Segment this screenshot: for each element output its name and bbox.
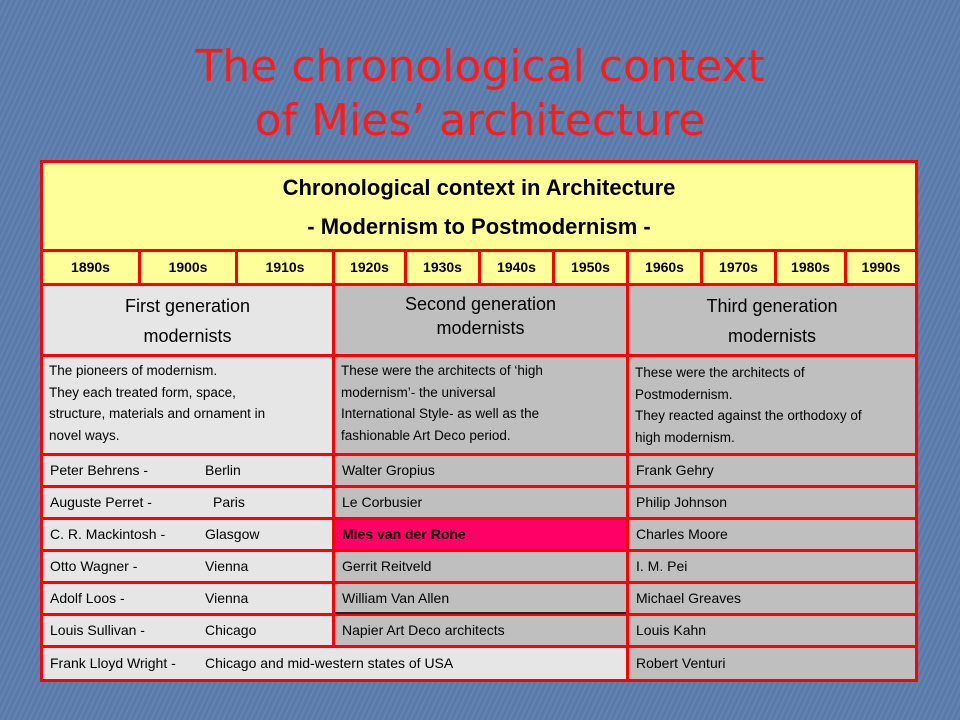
architect-city: Vienna: [205, 558, 249, 574]
architect-name: Otto Wagner -: [50, 558, 138, 574]
decade-cell: 1940s: [481, 252, 552, 283]
table-row-third-gen: Louis Kahn: [629, 616, 915, 645]
generation-label-line: modernists: [727, 326, 817, 346]
decade-cell: 1900s: [141, 252, 235, 283]
architect-city: Berlin: [205, 462, 241, 478]
table-heading: [43, 163, 915, 249]
architect-name: C. R. Mackintosh -: [50, 526, 166, 542]
architect-city: Vienna: [205, 590, 249, 606]
description-line: structure, materials and ornament in: [49, 406, 266, 421]
table-row-first-gen: [43, 456, 332, 485]
generation-label-line: First generation: [124, 296, 251, 316]
description-line: The pioneers of modernism.: [49, 363, 218, 378]
generation-label-line: modernists: [436, 318, 525, 338]
architect-name: Peter Behrens -: [50, 462, 149, 478]
table-row-second-gen: Napier Art Deco architects: [335, 616, 626, 645]
slide-title-line-1: The chronological context: [195, 41, 765, 92]
description-line: high modernism.: [635, 429, 735, 445]
architecture-table: [40, 160, 918, 682]
architect-name: Adolf Loos -: [50, 590, 125, 606]
table-row-third-gen: Frank Gehry: [629, 456, 915, 485]
generation-label-line: modernists: [143, 326, 232, 346]
decade-cell: 1950s: [555, 252, 626, 283]
second-generation-header: [335, 286, 626, 354]
table-row-second-gen: Walter Gropius: [335, 456, 626, 485]
table-row-third-gen: Charles Moore: [629, 520, 915, 549]
table-row-second-gen: Le Corbusier: [335, 488, 626, 517]
description-line: Postmodernism.: [635, 386, 733, 402]
architect-name: Louis Sullivan -: [50, 622, 145, 638]
architect-name: Frank Lloyd Wright -: [50, 655, 176, 671]
table-heading-line-2: - Modernism to Postmodernism -: [307, 214, 651, 239]
table-row-first-gen: [43, 552, 332, 581]
table-row-third-gen: Michael Greaves: [629, 584, 915, 613]
decade-cell: 1930s: [407, 252, 478, 283]
table-row-second-gen-highlighted: Mies van der Rohe: [335, 520, 626, 549]
second-generation-description: [335, 357, 626, 453]
table-row-third-gen: Philip Johnson: [629, 488, 915, 517]
description-line: They reacted against the orthodoxy of: [635, 408, 862, 423]
table-row-first-gen: [43, 616, 332, 645]
decade-cell: 1980s: [777, 252, 844, 283]
slide-title: [0, 40, 960, 148]
decade-cell: 1960s: [629, 252, 700, 283]
architect-city: Chicago and mid-western states of USA: [205, 655, 454, 671]
description-line: International Style- as well as the: [341, 406, 540, 421]
decade-cell: 1920s: [335, 252, 404, 283]
description-line: modernism’- the universal: [341, 384, 496, 400]
table-row-first-gen: [43, 488, 332, 517]
decade-cell: 1890s: [43, 252, 138, 283]
description-line: These were the architects of ‘high: [341, 363, 543, 378]
table-row-first-gen-wide: [43, 648, 626, 679]
architect-name: Auguste Perret -: [50, 494, 152, 510]
slide-title-line-2: of Mies’ architecture: [254, 95, 706, 146]
description-line: novel ways.: [49, 427, 120, 443]
decade-cell: 1990s: [847, 252, 915, 283]
description-line: fashionable Art Deco period.: [341, 427, 511, 443]
generation-label-line: Second generation: [404, 294, 557, 314]
generation-label-line: Third generation: [706, 296, 838, 316]
description-line: They each treated form, space,: [49, 384, 236, 400]
first-generation-description: [43, 357, 332, 453]
table-heading-line-1: Chronological context in Architecture: [282, 175, 676, 200]
decade-cell: 1910s: [238, 252, 332, 283]
table-row-second-gen: William Van Allen: [335, 584, 626, 614]
architect-city: Paris: [213, 494, 245, 510]
first-generation-header: [43, 286, 332, 354]
third-generation-description: [629, 357, 915, 453]
table-row-second-gen: Gerrit Reitveld: [335, 552, 626, 581]
architect-city: Chicago: [205, 622, 257, 638]
architect-city: Glasgow: [205, 526, 260, 542]
table-row-third-gen: I. M. Pei: [629, 552, 915, 581]
third-generation-header: [629, 286, 915, 354]
table-row-first-gen: [43, 584, 332, 613]
table-row-first-gen: [43, 520, 332, 549]
description-line: These were the architects of: [635, 365, 805, 380]
table-row-third-gen: Robert Venturi: [629, 648, 915, 679]
decade-cell: 1970s: [703, 252, 774, 283]
